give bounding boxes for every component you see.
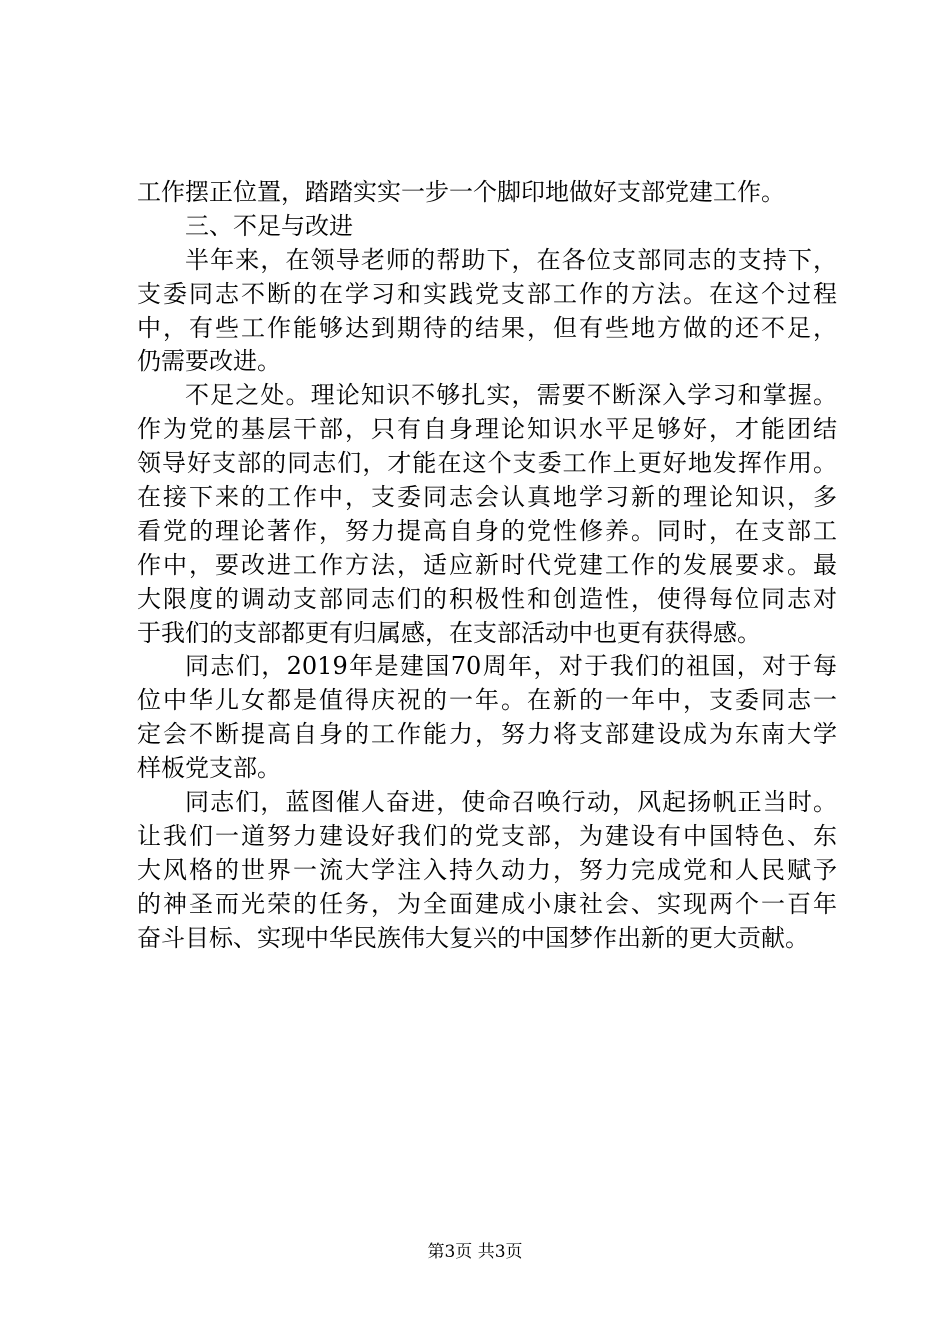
text-line-19: 同志们，蓝图催人奋进，使命召唤行动，风起扬帆正当时。 bbox=[185, 788, 837, 817]
text-line-15: 同志们，2019年是建国70周年，对于我们的祖国，对于每 bbox=[185, 652, 837, 681]
text-line-13: 大限度的调动支部同志们的积极性和创造性，使得每位同志对 bbox=[137, 584, 837, 613]
text-line-22: 的神圣而光荣的任务，为全面建成小康社会、实现两个一百年 bbox=[137, 889, 837, 918]
text-line-21: 大风格的世界一流大学注入持久动力，努力完成党和人民赋予 bbox=[137, 855, 837, 884]
text-line-14: 于我们的支部都更有归属感，在支部活动中也更有获得感。 bbox=[137, 618, 761, 647]
text-line-11: 看党的理论著作，努力提高自身的党性修养。同时，在支部工 bbox=[137, 516, 837, 545]
text-line-8: 作为党的基层干部，只有自身理论知识水平足够好，才能团结 bbox=[137, 415, 837, 444]
document-body bbox=[137, 176, 837, 955]
text-line-6: 仍需要改进。 bbox=[137, 347, 281, 376]
text-line-4: 支委同志不断的在学习和实践党支部工作的方法。在这个过程 bbox=[137, 279, 837, 308]
text-line-18: 样板党支部。 bbox=[137, 754, 281, 783]
text-line-3: 半年来，在领导老师的帮助下，在各位支部同志的支持下， bbox=[185, 245, 837, 274]
text-line-16: 位中华儿女都是值得庆祝的一年。在新的一年中，支委同志一 bbox=[137, 686, 837, 715]
text-line-17: 定会不断提高自身的工作能力，努力将支部建设成为东南大学 bbox=[137, 720, 837, 749]
text-line-9: 领导好支部的同志们，才能在这个支委工作上更好地发挥作用。 bbox=[137, 449, 837, 478]
text-line-12: 作中，要改进工作方法，适应新时代党建工作的发展要求。最 bbox=[137, 550, 837, 579]
page-number-footer: 第3页 共3页 bbox=[427, 1242, 523, 1262]
text-line-5: 中，有些工作能够达到期待的结果，但有些地方做的还不足， bbox=[137, 313, 837, 342]
section-heading: 三、不足与改进 bbox=[185, 211, 353, 240]
text-line-10: 在接下来的工作中，支委同志会认真地学习新的理论知识，多 bbox=[137, 483, 837, 512]
text-line-1: 工作摆正位置，踏踏实实一步一个脚印地做好支部党建工作。 bbox=[137, 178, 785, 206]
text-line-23: 奋斗目标、实现中华民族伟大复兴的中国梦作出新的更大贡献。 bbox=[137, 923, 809, 952]
text-line-20: 让我们一道努力建设好我们的党支部，为建设有中国特色、东 bbox=[137, 821, 837, 850]
text-line-7: 不足之处。理论知识不够扎实，需要不断深入学习和掌握。 bbox=[185, 381, 837, 410]
